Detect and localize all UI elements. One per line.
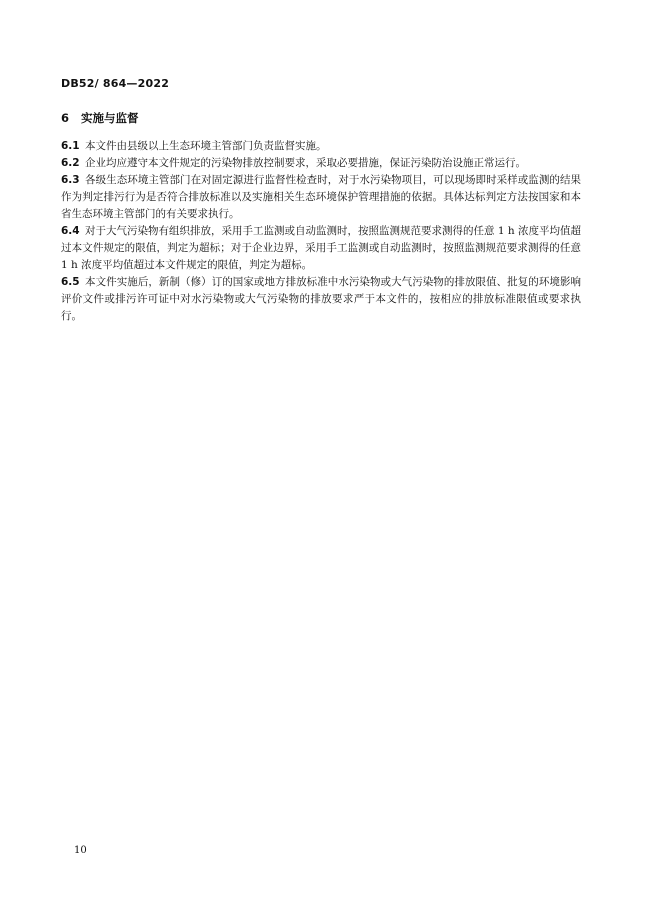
clause-number: 6.2 — [61, 157, 80, 169]
clause-text: 各级生态环境主管部门在对固定源进行监督性检查时，对于水污染物项目，可以现场即时采样或监测的结果作为判定排污行为是否符合排放标准以及实施相关生态环境保护管理措施的依据。具体达标判定方法按国家和本省生态环境主管部门的有关要求执行。 — [61, 174, 581, 220]
clause-6-4 — [61, 223, 581, 274]
section-body — [61, 138, 581, 325]
clause-number: 6.1 — [61, 140, 80, 152]
clause-6-3 — [61, 172, 581, 223]
clause-number: 6.3 — [61, 174, 80, 186]
clause-6-5 — [61, 274, 581, 325]
clause-6-2 — [61, 155, 581, 172]
page-number: 10 — [74, 845, 87, 856]
clause-number: 6.5 — [61, 276, 80, 288]
clause-text: 本文件实施后，新制（修）订的国家或地方排放标准中水污染物或大气污染物的排放限值、批复的环境影响评价文件或排污许可证中对水污染物或大气污染物的排放要求严于本文件的，按相应的排放标准限值或要求执行。 — [61, 276, 581, 322]
section-title: 实施与监督 — [81, 111, 139, 125]
clause-text: 企业均应遵守本文件规定的污染物排放控制要求，采取必要措施，保证污染防治设施正常运行。 — [85, 157, 526, 169]
clause-number: 6.4 — [61, 225, 80, 237]
document-id: DB52/ 864—2022 — [61, 77, 170, 90]
clause-6-1 — [61, 138, 581, 155]
section-number: 6 — [61, 111, 70, 125]
clause-text: 对于大气污染物有组织排放，采用手工监测或自动监测时，按照监测规范要求测得的任意 1 h 浓度平均值超过本文件规定的限值，判定为超标；对于企业边界，采用手工监测或自动监测时，按照监测规范要求测得的任意 1 h 浓度平均值超过本文件规定的限值，判定为超标。 — [61, 225, 581, 271]
section-heading — [61, 110, 139, 126]
clause-text: 本文件由县级以上生态环境主管部门负责监督实施。 — [85, 140, 327, 152]
